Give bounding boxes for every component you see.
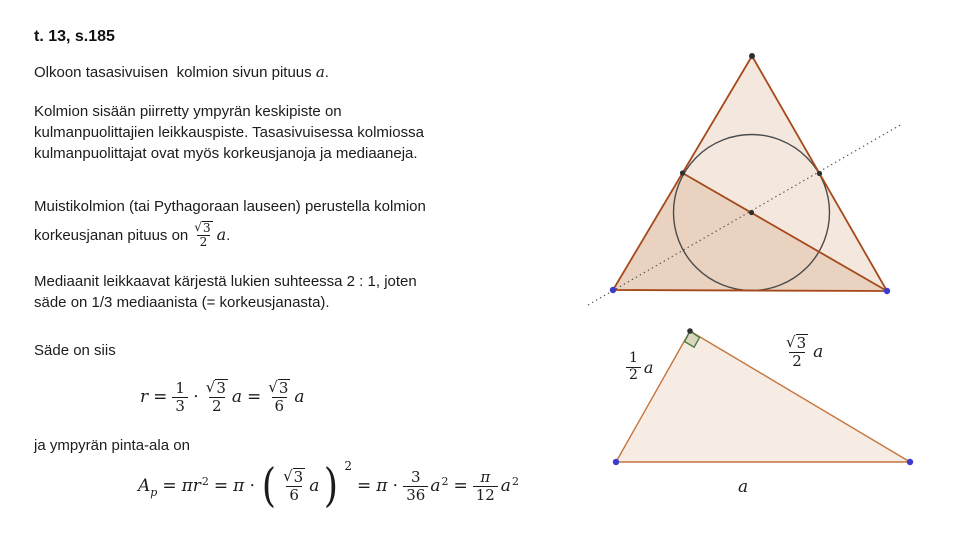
close-paren: ) (324, 458, 339, 513)
formula-r-lhs: r (140, 387, 149, 407)
paragraph-muistikolmio (34, 196, 426, 250)
vertex-dot-top (749, 53, 755, 59)
radicand: 3 (278, 379, 289, 398)
math-var-a: a (430, 476, 441, 496)
incenter-dot (749, 210, 754, 215)
equals-sign: = (162, 476, 177, 496)
superscript-2: 2 (344, 459, 352, 473)
radical-sign: √ (205, 378, 216, 397)
midpoint-dot-left (680, 170, 685, 175)
pi-symbol: π (233, 476, 245, 496)
fraction-denominator: 12 (473, 486, 498, 504)
radical-sign: √ (268, 378, 278, 397)
equals-sign: = (213, 476, 229, 496)
apex-dot (687, 328, 693, 334)
multiplication-dot: ⋅ (192, 387, 199, 407)
keskipiste-line-1: Kolmion sisään piirretty ympyrän keskipiste on (34, 103, 342, 120)
vertex-dot-left (610, 287, 616, 293)
muistikolmio-line-1: Muistikolmion (tai Pythagoraan lauseen) perustella kolmion (34, 198, 426, 215)
equals-sign: = (247, 387, 262, 407)
keskipiste-line-3: kulmanpuolittajat ovat myös korkeusjanoja ja mediaaneja. (34, 145, 418, 162)
math-var-a: a (643, 357, 654, 377)
fraction-numerator: 1 (629, 350, 638, 366)
radicand: 3 (202, 221, 211, 235)
keskipiste-line-2: kulmanpuolittajien leikkauspiste. Tasasivuisessa kolmiossa (34, 124, 424, 141)
midpoint-dot-right (817, 171, 822, 176)
superscript-2: 2 (511, 475, 519, 488)
radicand: 3 (216, 379, 226, 398)
area-label: ja ympyrän pinta-ala on (34, 437, 190, 454)
pi-r-term: πr (181, 476, 201, 496)
fraction-1-3 (172, 380, 188, 415)
fraction-denominator: 2 (197, 235, 211, 249)
superscript-2: 2 (441, 475, 449, 488)
fraction-denominator: 2 (789, 352, 805, 370)
vertex-dot-right (884, 288, 890, 294)
multiplication-dot: ⋅ (392, 476, 399, 496)
open-paren: ( (261, 458, 277, 513)
subscript-p: p (150, 486, 158, 499)
period: . (226, 227, 231, 245)
base-right-dot (907, 459, 913, 465)
math-var-A: A (138, 476, 151, 496)
fraction-numerator-pi: π (480, 467, 491, 486)
radicand: 3 (796, 334, 807, 352)
radicand: 3 (293, 468, 304, 487)
fraction-denominator: 36 (403, 486, 428, 504)
radical-sign: √ (283, 467, 293, 486)
fraction-numerator: 1 (175, 378, 185, 397)
sade-label: Säde on siis (34, 342, 116, 359)
multiplication-dot: ⋅ (249, 476, 256, 496)
math-var-a: a (500, 476, 511, 496)
equals-sign: = (153, 387, 168, 407)
fraction-sqrt3-6 (281, 468, 307, 504)
muistikolmio-diagram (594, 322, 924, 472)
fraction-denominator: 2 (209, 397, 225, 415)
math-var-a: a (813, 341, 824, 362)
intro-period: . (324, 64, 329, 81)
equals-sign: = (356, 476, 372, 496)
fraction-numerator: 3 (410, 467, 421, 486)
fraction-pi-12 (473, 469, 498, 504)
paragraph-keskipiste (34, 101, 424, 164)
page-title: t. 13, s.185 (34, 28, 115, 45)
radical-sign: √ (786, 333, 796, 351)
mediaanit-line-2: säde on 1/3 mediaanista (= korkeusjanasta). (34, 294, 330, 311)
intro-text: Olkoon tasasivuisen kolmion sivun pituus (34, 64, 316, 81)
fraction-denominator: 6 (286, 486, 302, 504)
base-left-dot (613, 459, 619, 465)
muistikolmio-line2-text: korkeusjanan pituus on (34, 226, 189, 244)
label-hypotenuse (784, 334, 827, 370)
fraction-denominator: 2 (626, 367, 641, 384)
equilateral-triangle-diagram (578, 36, 918, 316)
radical-sign: √ (194, 220, 202, 234)
fraction-sqrt3-6 (266, 379, 292, 415)
muistikolmio-line-2 (34, 221, 426, 250)
right-triangle (616, 331, 910, 462)
math-var-a: a (315, 63, 325, 81)
label-left-side (626, 351, 657, 383)
fraction-denominator: 3 (172, 397, 188, 415)
area-formula (138, 455, 524, 517)
fraction-1-2 (626, 351, 641, 383)
paragraph-mediaanit (34, 271, 417, 313)
equals-sign: = (453, 476, 468, 496)
math-var-a: a (309, 476, 320, 496)
math-var-a: a (231, 387, 243, 407)
radius-formula (140, 372, 310, 422)
pi-symbol: π (376, 476, 388, 496)
fraction-sqrt3-2 (204, 379, 230, 415)
fraction-3-36 (403, 469, 428, 504)
superscript-2: 2 (201, 475, 209, 488)
mediaanit-line-1: Mediaanit leikkaavat kärjestä lukien suhteessa 2 : 1, joten (34, 273, 417, 290)
label-base: a (738, 477, 749, 497)
fraction-sqrt3-2 (784, 334, 810, 370)
fraction-denominator: 6 (272, 397, 288, 415)
inline-fraction-sqrt3-2 (192, 221, 214, 250)
math-var-a: a (294, 387, 305, 407)
paragraph-intro (34, 62, 329, 83)
math-var-a: a (216, 225, 227, 245)
